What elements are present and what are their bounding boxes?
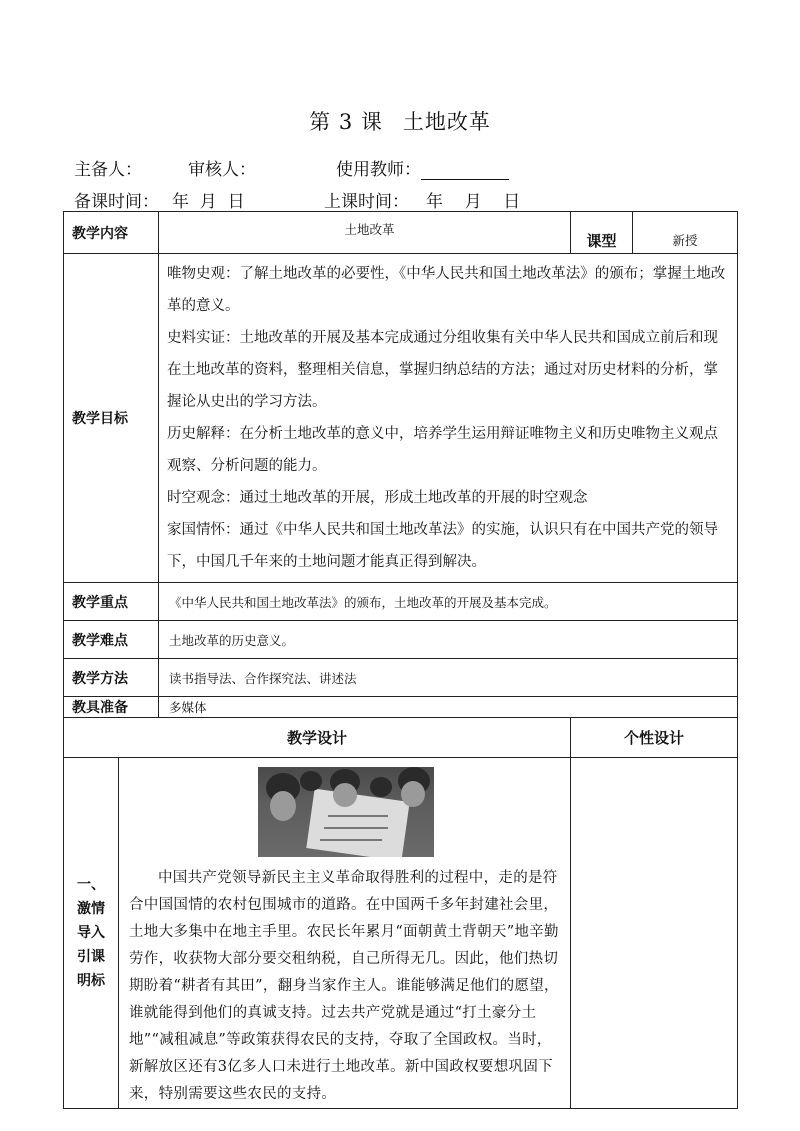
historical-photo [258, 767, 434, 857]
goals-cell [159, 254, 738, 583]
row-method [64, 659, 738, 697]
tools-value: 多媒体 [159, 697, 738, 718]
section1-label-text: 一、激情导入引课明标 [77, 877, 105, 989]
difficulty-value: 土地改革的历史意义。 [159, 621, 738, 659]
goals-label: 教学目标 [64, 254, 159, 583]
class-time-value: 年 月 日 [426, 192, 521, 212]
page-title [0, 106, 800, 136]
teacher-label: 使用教师： [336, 160, 421, 180]
difficulty-label: 教学难点 [64, 621, 159, 659]
class-time-label: 上课时间： [324, 192, 409, 212]
prep-time-label: 备课时间： [74, 192, 159, 212]
type-label: 课型 [571, 212, 633, 254]
goal-item: 时空观念：通过土地改革的开展，形成土地改革的开展的时空观念 [167, 490, 588, 506]
row-focus [64, 583, 738, 621]
section1-text: 中国共产党领导新民主主义革命取得胜利的过程中，走的是符合中国国情的农村包围城市的道路。在中国两千多年封建社会里，土地大多集中在地主手里。农民长年累月“面朝黄土背朝天”地辛勤劳作，收获物大部分要交租纳税，自己所得无几。因此，他们热切期盼着“耕者有其田”，翻身当家作主人。谁能够满足他们的愿望，谁就能得到他们的真诚支持。过去共产党就是通过“打土豪分土地”“减租减息”等政策获得农民的支持，夺取了全国政权。当时，新解放区还有3亿多人口未进行土地改革。新中国政权要想巩固下来，特别需要这些农民的支持。 [129, 870, 559, 1102]
goal-item: 历史解释：在分析土地改革的意义中，培养学生运用辩证唯物主义和历史唯物主义观点观察、分析问题的能力。 [167, 426, 718, 474]
info-line-time [74, 187, 520, 212]
design-label: 教学设计 [64, 718, 571, 758]
reviewer-label: 审核人： [188, 160, 256, 180]
section1-label [64, 758, 119, 1109]
section1-content [119, 758, 571, 1109]
lesson-topic: 土地改革 [402, 110, 491, 134]
goal-item: 唯物史观：了解土地改革的必要性，《中华人民共和国土地改革法》的颁布；掌握土地改革的意义。 [167, 266, 726, 314]
row-content [64, 212, 738, 254]
lesson-number: 第 3 课 [309, 110, 383, 134]
row-tools [64, 697, 738, 718]
focus-label: 教学重点 [64, 583, 159, 621]
row-difficulty [64, 621, 738, 659]
teacher-blank[interactable] [421, 161, 509, 180]
row-goals [64, 254, 738, 583]
method-value: 读书指导法、合作探究法、讲述法 [159, 659, 738, 697]
personal-design-cell[interactable] [571, 758, 738, 1109]
content-label: 教学内容 [64, 212, 159, 254]
personal-label: 个性设计 [571, 718, 738, 758]
preparer-label: 主备人： [74, 160, 142, 180]
tools-label: 教具准备 [64, 697, 159, 718]
photo-document [306, 789, 409, 857]
lesson-table [63, 211, 738, 1109]
focus-value: 《中华人民共和国土地改革法》的颁布，土地改革的开展及基本完成。 [159, 583, 738, 621]
goal-item: 家国情怀：通过《中华人民共和国土地改革法》的实施，认识只有在中国共产党的领导下，中国几千年来的土地问题才能真正得到解决。 [167, 522, 718, 570]
prep-time-value: 年 月 日 [172, 192, 245, 212]
goal-item: 史料实证：土地改革的开展及基本完成通过分组收集有关中华人民共和国成立前后和现在土地改革的资料，整理相关信息，掌握归纳总结的方法；通过对历史材料的分析，掌握论从史出的学习方法。 [167, 330, 718, 410]
method-label: 教学方法 [64, 659, 159, 697]
content-value: 土地改革 [159, 212, 571, 254]
info-line-staff [74, 155, 509, 180]
row-section-intro [64, 758, 738, 1109]
type-value: 新授 [633, 212, 738, 254]
row-design-header [64, 718, 738, 758]
